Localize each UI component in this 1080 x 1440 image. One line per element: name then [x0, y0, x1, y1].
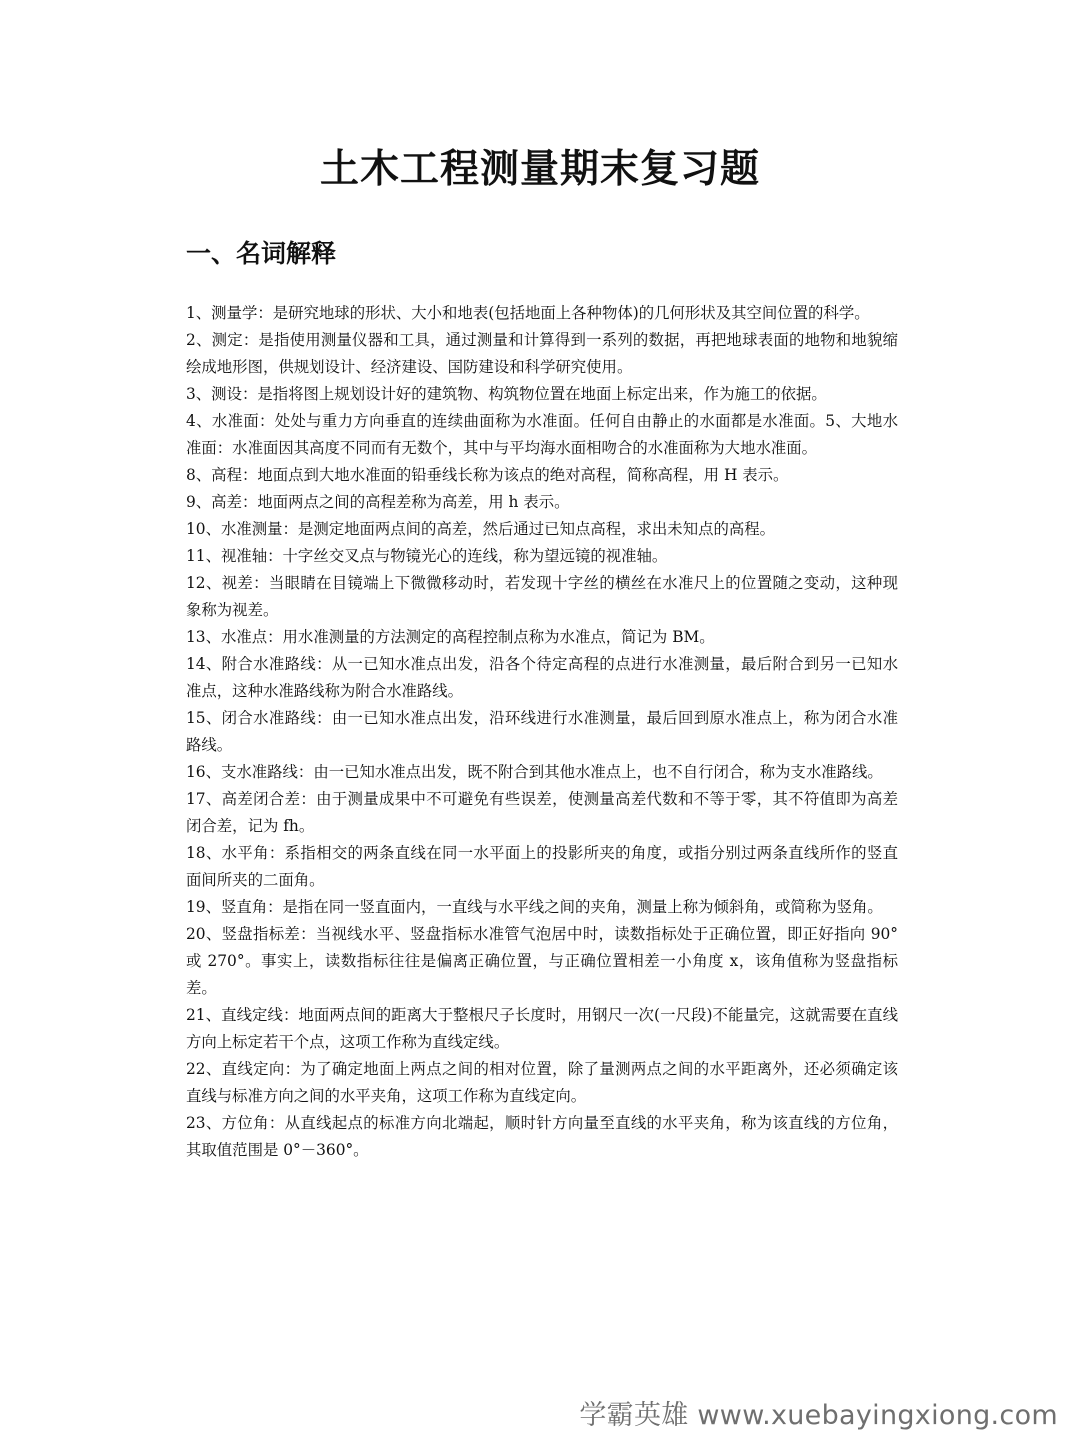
definition-entry: 21、直线定线：地面两点间的距离大于整根尺子长度时，用钢尺一次(一尺段)不能量完，这就需要在直线方向上标定若干个点，这项工作称为直线定线。: [186, 1006, 898, 1051]
definition-entry: 20、竖盘指标差：当视线水平、竖盘指标水准管气泡居中时，读数指标处于正确位置，即正好指向 90°或 270°。事实上，读数指标往往是偏离正确位置，与正确位置相差一小角度 x，该角值称为竖盘指标差。: [186, 925, 898, 997]
definition-entry: 9、高差：地面两点之间的高程差称为高差，用 h 表示。: [186, 493, 570, 511]
definition-entry: 15、闭合水准路线：由一已知水准点出发，沿环线进行水准测量，最后回到原水准点上，称为闭合水准路线。: [186, 709, 898, 754]
definition-entry: 4、水准面：处处与重力方向垂直的连续曲面称为水准面。任何自由静止的水面都是水准面。5、大地水准面：水准面因其高度不同而有无数个，其中与平均海水面相吻合的水准面称为大地水准面。: [186, 412, 898, 457]
section-heading: 一、名词解释: [186, 239, 337, 268]
definition-entry: 3、测设：是指将图上规划设计好的建筑物、构筑物位置在地面上标定出来，作为施工的依据。: [186, 385, 827, 403]
definition-entry: 2、测定：是指使用测量仪器和工具，通过测量和计算得到一系列的数据，再把地球表面的地物和地貌缩绘成地形图，供规划设计、经济建设、国防建设和科学研究使用。: [186, 331, 898, 376]
definition-entry: 16、支水准路线：由一已知水准点出发，既不附合到其他水准点上，也不自行闭合，称为支水准路线。: [186, 763, 883, 781]
definition-entry: 22、直线定向：为了确定地面上两点之间的相对位置，除了量测两点之间的水平距离外，还必须确定该直线与标准方向之间的水平夹角，这项工作称为直线定向。: [186, 1060, 898, 1105]
definition-entry: 18、水平角：系指相交的两条直线在同一水平面上的投影所夹的角度，或指分别过两条直线所作的竖直面间所夹的二面角。: [186, 844, 898, 889]
definition-entry: 17、高差闭合差：由于测量成果中不可避免有些误差，使测量高差代数和不等于零，其不符值即为高差闭合差，记为 fh。: [186, 790, 898, 835]
definition-entry: 10、水准测量：是测定地面两点间的高差，然后通过已知点高程，求出未知点的高程。: [186, 520, 776, 538]
definition-entry: 11、视准轴：十字丝交叉点与物镜光心的连线，称为望远镜的视准轴。: [186, 547, 668, 565]
site-watermark: 学霸英雄 www.xuebayingxiong.com: [579, 1400, 1058, 1431]
definition-list: [186, 300, 898, 1164]
document-title: 土木工程测量期末复习题: [319, 146, 760, 192]
definition-entry: 19、竖直角：是指在同一竖直面内，一直线与水平线之间的夹角，测量上称为倾斜角，或简称为竖角。: [186, 898, 883, 916]
definition-entry: 23、方位角：从直线起点的标准方向北端起，顺时针方向量至直线的水平夹角，称为该直线的方位角，其取值范围是 0°－360°。: [186, 1114, 898, 1159]
definition-entry: 8、高程：地面点到大地水准面的铅垂线长称为该点的绝对高程，简称高程，用 H 表示。: [186, 466, 789, 484]
definition-entry: 1、测量学：是研究地球的形状、大小和地表(包括地面上各种物体)的几何形状及其空间位置的科学。: [186, 304, 870, 322]
definition-entry: 12、视差：当眼睛在目镜端上下微微移动时，若发现十字丝的横丝在水准尺上的位置随之变动，这种现象称为视差。: [186, 574, 898, 619]
definition-entry: 13、水准点：用水准测量的方法测定的高程控制点称为水准点，简记为 BM。: [186, 628, 715, 646]
definition-entry: 14、附合水准路线：从一已知水准点出发，沿各个待定高程的点进行水准测量，最后附合到另一已知水准点，这种水准路线称为附合水准路线。: [186, 655, 898, 700]
